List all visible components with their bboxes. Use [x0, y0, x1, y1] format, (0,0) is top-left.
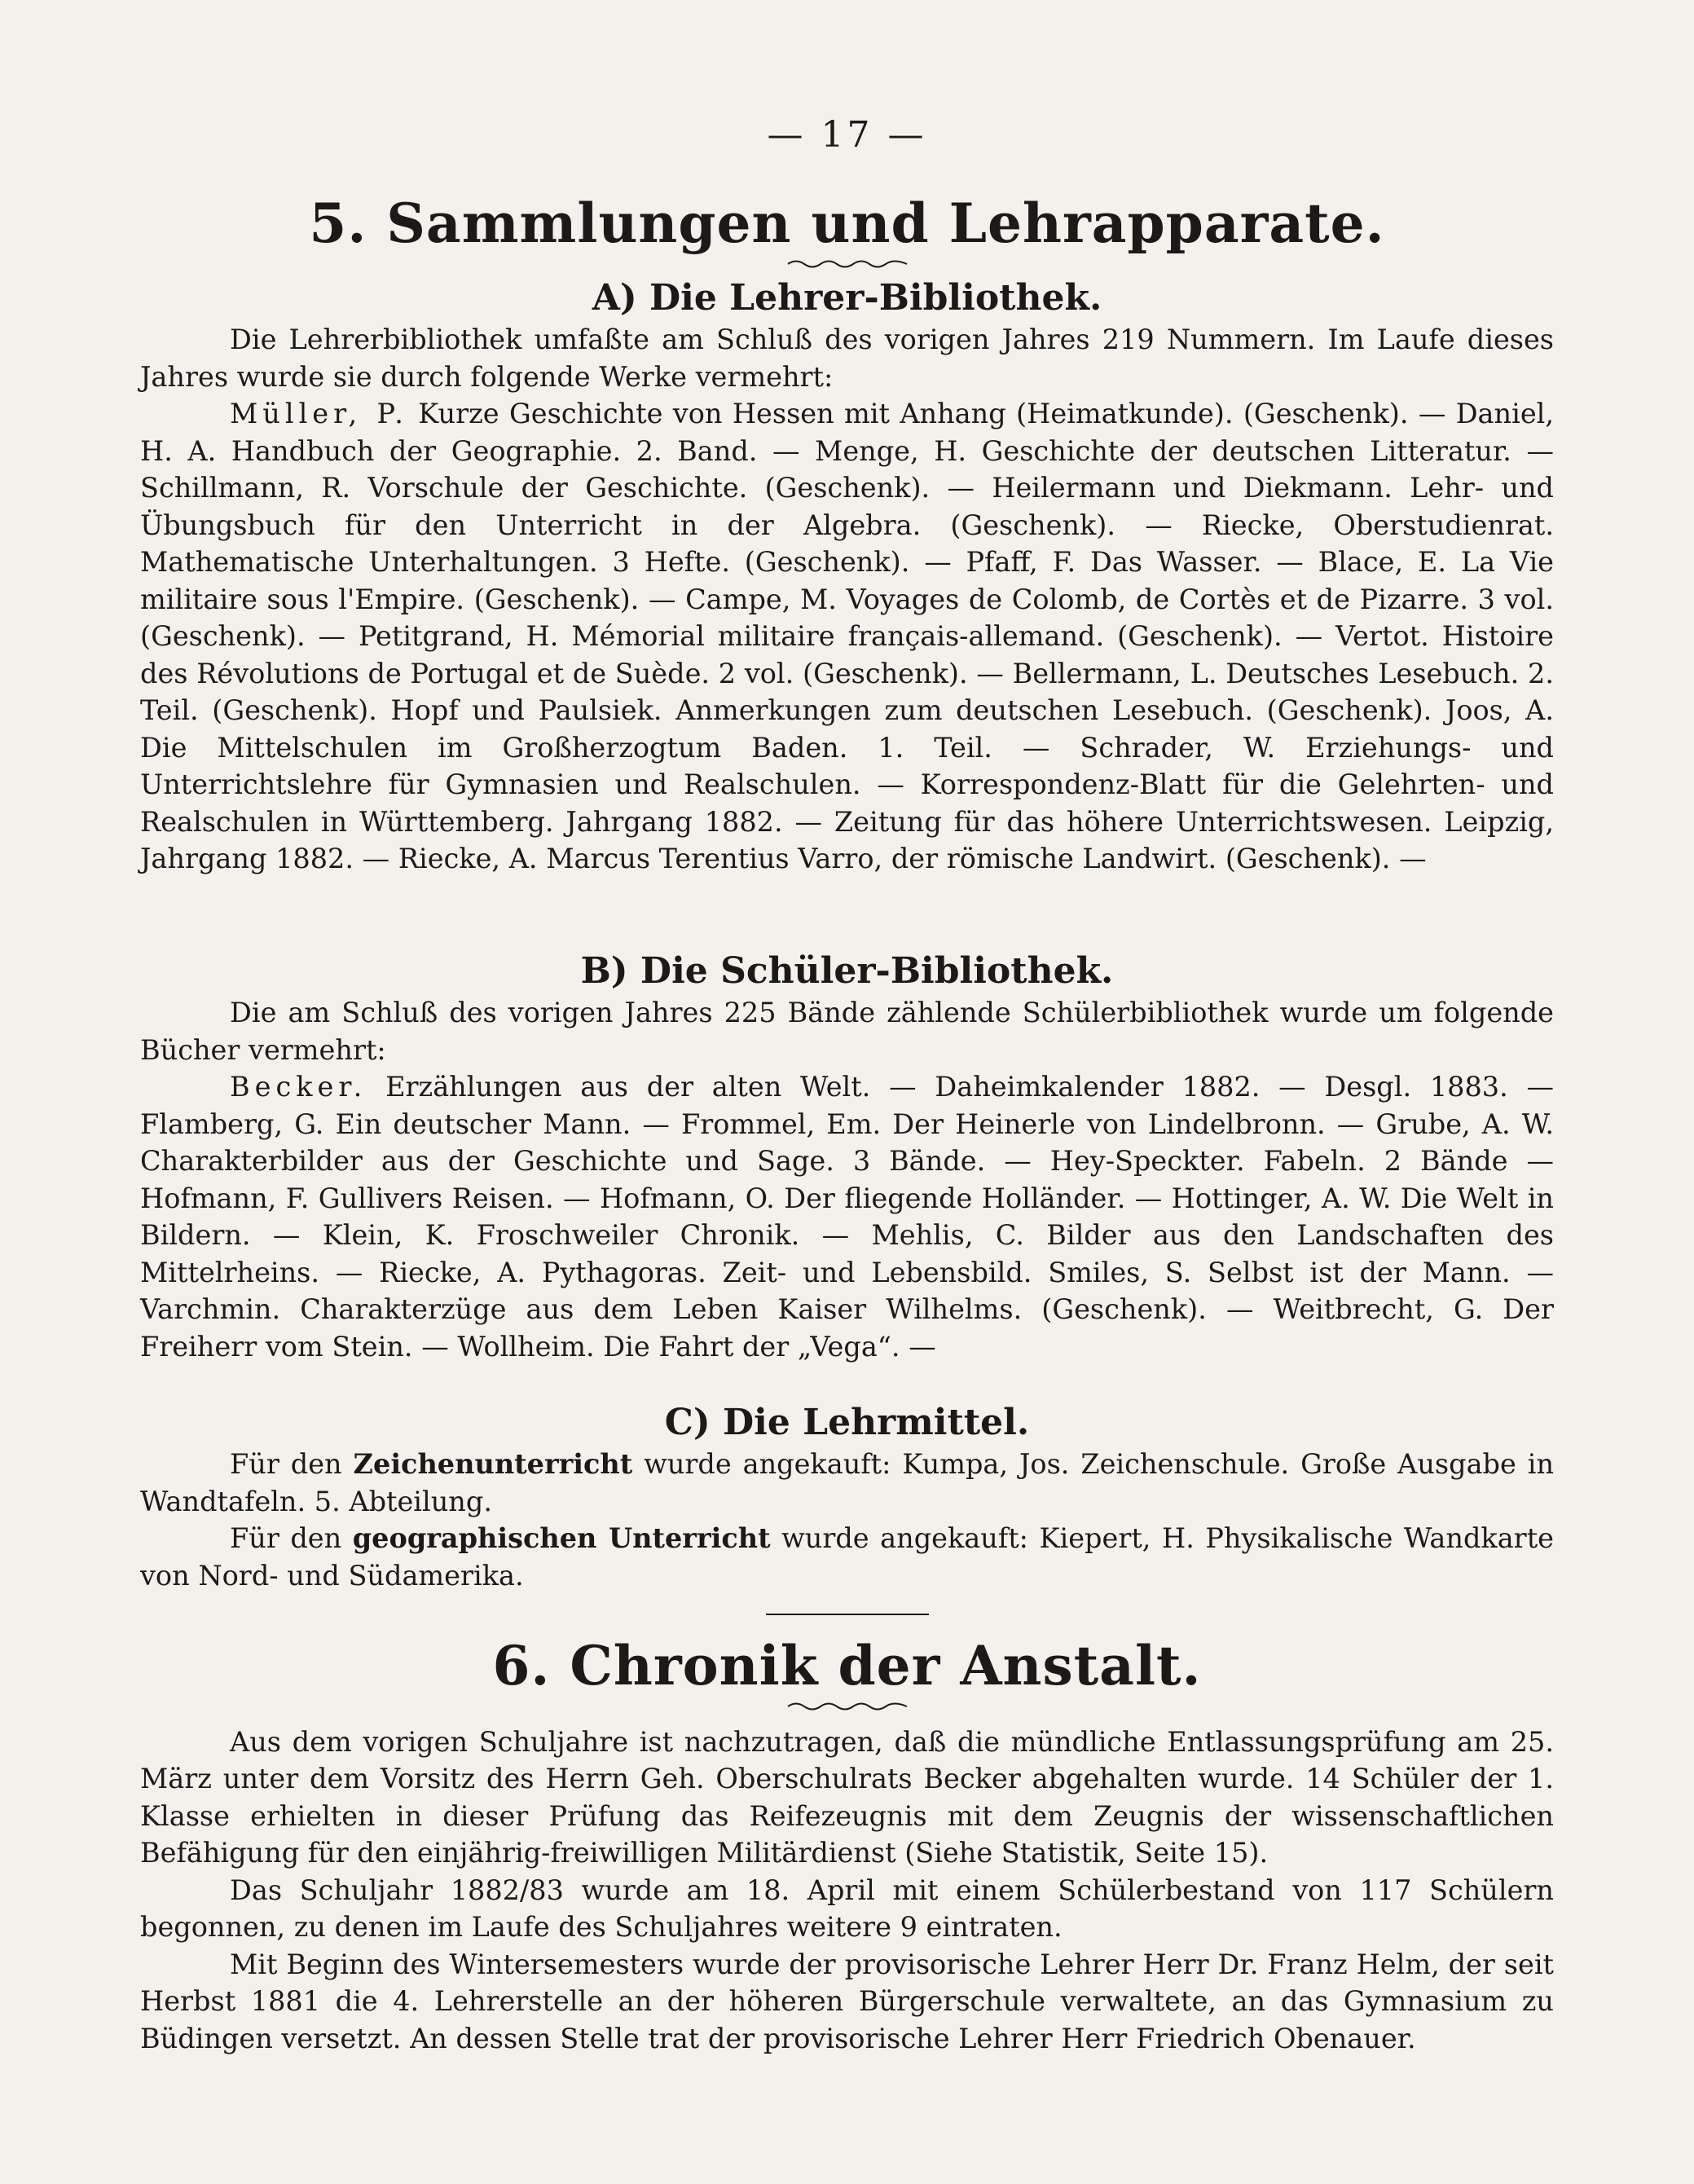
section-a-title: A) Die Lehrer-Bibliothek.: [592, 277, 1102, 319]
section-b-intro: Die am Schluß des vorigen Jahres 225 Bände zählende Schülerbibliothek wurde um folgende Bücher vermehrt:: [140, 997, 1554, 1066]
section-6: [140, 1636, 1554, 2057]
section-b-list-text: Erzählungen aus der alten Welt. — Daheimkalender 1882. — Desgl. 1883. — Flamberg, G. Ein deutscher Mann. — Frommel, Em. Der Heinerle von Lindelbronn. — Grube, A. W. Charakterbilder aus der Geschichte und Sage. 3 Bände. — Hey-Speckter. Fabeln. 2 Bände — Hofmann, F. Gullivers Reisen. — Hofmann, O. Der fliegende Holländer. — Hottinger, A. W. Die Welt in Bildern. — Klein, K. Froschweiler Chronik. — Mehlis, C. Bilder aus den Landschaften des Mittelrheins. — Riecke, A. Pythagoras. Zeit- und Lebensbild. Smiles, S. Selbst ist der Mann. — Varchmin. Charakterzüge aus dem Leben Kaiser Wilhelms. (Geschenk). — Weitbrecht, G. Der Freiherr vom Stein. — Wollheim. Die Fahrt der „Vega“. —: [140, 1071, 1555, 1363]
ornament-icon: [786, 1701, 909, 1712]
section-a: [140, 279, 1554, 878]
chronicle-paragraph-2: Das Schuljahr 1882/83 wurde am 18. April mit einem Schülerbestand von 117 Schülern begonnen, zu denen im Laufe des Schuljahres weitere 9 eintraten.: [140, 1874, 1554, 1944]
section-b: [140, 952, 1554, 1365]
section-c-geography-subject: geographischen Unterricht: [352, 1522, 771, 1555]
section-b-first-author: Becker.: [230, 1071, 367, 1103]
section-a-list: [140, 395, 1554, 878]
section-c: [140, 1403, 1554, 1594]
section-a-first-author: Müller, P.: [230, 398, 408, 430]
chronicle-paragraph-3: Mit Beginn des Wintersemesters wurde der provisorische Lehrer Herr Dr. Franz Helm, der seit Herbst 1881 die 4. Lehrerstelle an der höheren Bürgerschule verwaltete, an das Gymnasium zu Büdingen versetzt. An dessen Stelle trat der provisorische Lehrer Herr Friedrich Obenauer.: [140, 1948, 1554, 2054]
section-c-drawing-post: wurde angekauft: Kumpa, Jos. Zeichenschule. Große Ausgabe in Wandtafeln. 5. Abteilung.: [140, 1448, 1555, 1517]
section-6-title: 6. Chronik der Anstalt.: [492, 1634, 1202, 1697]
section-c-title: C) Die Lehrmittel.: [664, 1402, 1030, 1443]
section-c-drawing-pre: Für den: [230, 1448, 342, 1481]
section-a-intro: Die Lehrerbibliothek umfaßte am Schluß des vorigen Jahres 219 Nummern. Im Laufe dieses Jahres wurde sie durch folgende Werke vermehrt:: [140, 324, 1554, 393]
section-b-list: [140, 1068, 1554, 1365]
section-c-geography-post: wurde angekauft: Kiepert, H. Physikalische Wandkarte von Nord- und Südamerika.: [140, 1522, 1554, 1592]
ornament-icon: [786, 258, 909, 270]
section-divider: [766, 1614, 929, 1615]
section-c-drawing: [140, 1446, 1554, 1520]
section-5-header: [140, 194, 1554, 270]
chronicle-paragraph-1: Aus dem vorigen Schuljahre ist nachzutragen, daß die mündliche Entlassungsprüfung am 25. März unter dem Vorsitz des Herrn Geh. Oberschulrats Becker abgehalten wurde. 14 Schüler der 1. Klasse erhielten in dieser Prüfung das Reifezeugnis mit dem Zeugnis der wissenschaftlichen Befähigung für den einjährig-freiwilligen Militärdienst (Siehe Statistik, Seite 15).: [140, 1725, 1554, 1869]
section-a-list-text: Kurze Geschichte von Hessen mit Anhang (Heimatkunde). (Geschenk). — Daniel, H. A. Handbuch der Geographie. 2. Band. — Menge, H. Geschichte der deutschen Litteratur. — Schillmann, R. Vorschule der Geschichte. (Geschenk). — Heilermann und Diekmann. Lehr- und Übungsbuch für den Unterricht in der Algebra. (Geschenk). — Riecke, Oberstudienrat. Mathematische Unterhaltungen. 3 Hefte. (Geschenk). — Pfaff, F. Das Wasser. — Blace, E. La Vie militaire sous l'Empire. (Geschenk). — Campe, M. Voyages de Colomb, de Cortès et de Pizarre. 3 vol. (Geschenk). — Petitgrand, H. Mémorial militaire français-allemand. (Geschenk). — Vertot. Histoire des Révolutions de Portugal et de Suède. 2 vol. (Geschenk). — Bellermann, L. Deutsches Lesebuch. 2. Teil. (Geschenk). Hopf und Paulsiek. Anmerkungen zum deutschen Lesebuch. (Geschenk). Joos, A. Die Mittelschulen im Großherzogtum Baden. 1. Teil. — Schrader, W. Erziehungs- und Unterrichtslehre für Gymnasien und Realschulen. — Korrespondenz-Blatt für die Gelehrten- und Realschulen in Württemberg. Jahrgang 1882. — Zeitung für das höhere Unterrichtswesen. Leipzig, Jahrgang 1882. — Riecke, A. Marcus Terentius Varro, der römische Landwirt. (Geschenk). —: [140, 398, 1555, 875]
section-c-geography: [140, 1520, 1554, 1594]
page-number: — 17 —: [767, 114, 927, 156]
section-b-title: B) Die Schüler-Bibliothek.: [580, 950, 1114, 992]
section-c-drawing-subject: Zeichenunterricht: [353, 1448, 633, 1481]
section-c-geography-pre: Für den: [230, 1522, 342, 1555]
section-5-title: 5. Sammlungen und Lehrapparate.: [309, 192, 1385, 255]
